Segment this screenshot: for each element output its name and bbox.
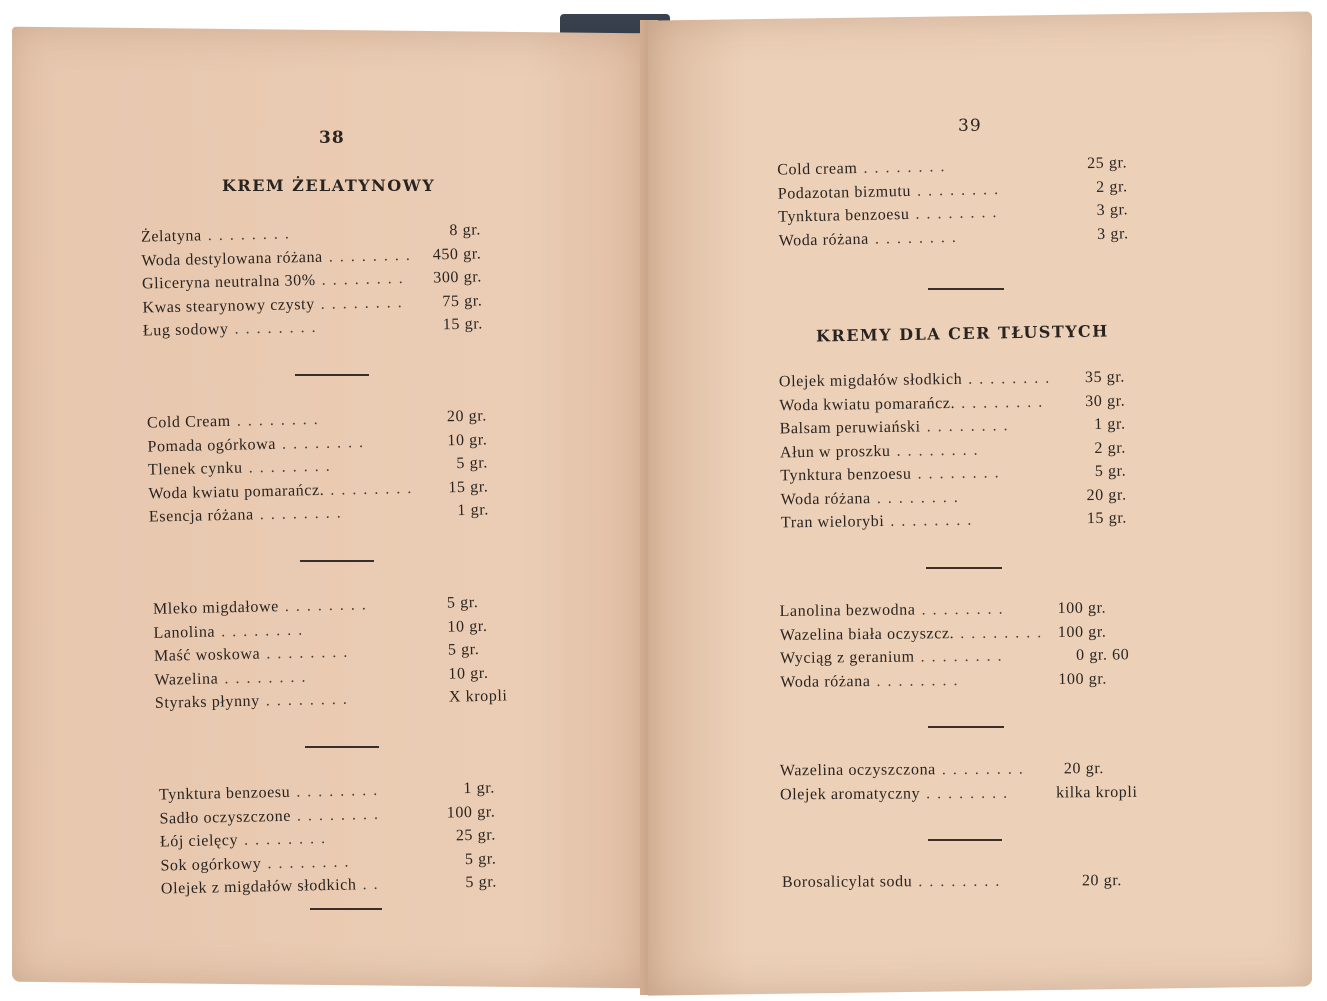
ingredient-row: Ałun w proszku ........ 2 gr. bbox=[779, 439, 1127, 461]
ingredient-row: Woda destylowana różana ........ 450 gr. bbox=[141, 244, 482, 270]
recipe-left-4 bbox=[159, 779, 497, 904]
page-number-right: 39 bbox=[958, 116, 982, 136]
ingredient-row: Lanolina bezwodna ........ 100 gr. bbox=[779, 599, 1107, 620]
ingredient-row: Lanolina ........ 10 gr. bbox=[153, 617, 488, 642]
separator-rule bbox=[310, 908, 382, 910]
page-number-left: 38 bbox=[319, 128, 345, 148]
ingredient-row: Wazelina ........ 10 gr. bbox=[154, 664, 489, 689]
separator-rule bbox=[928, 839, 1002, 841]
ingredient-row: Podazotan bizmutu ........ 2 gr. bbox=[777, 177, 1128, 203]
ingredient-row: Olejek z migdałów słodkich .. 5 gr. bbox=[160, 873, 498, 898]
separator-rule bbox=[928, 288, 1004, 290]
ingredient-row: Tlenek cynku ........ 5 gr. bbox=[147, 454, 489, 479]
ingredient-row: Pomada ogórkowa ........ 10 gr. bbox=[147, 430, 488, 456]
ingredient-row: Kwas stearynowy czysty ........ 75 gr. bbox=[142, 291, 483, 317]
ingredient-row: Esencja różana ........ 1 gr. bbox=[148, 501, 490, 526]
ingredient-row: Mleko migdałowe ........ 5 gr. bbox=[152, 594, 479, 618]
ingredient-row: Cold Cream ........ 20 gr. bbox=[146, 407, 488, 432]
separator-rule bbox=[300, 560, 374, 562]
ingredient-row: Tran wielorybi ........ 15 gr. bbox=[780, 509, 1128, 532]
ingredient-row: Łój cielęcy ........ 25 gr. bbox=[159, 826, 497, 851]
ingredient-row: Cold cream ........ 25 gr. bbox=[777, 154, 1128, 179]
recipe-left-1 bbox=[141, 221, 483, 346]
ingredient-row: Woda kwiatu pomarańcz. ........ 30 gr. bbox=[779, 392, 1126, 414]
ingredient-row: Żelatyna ........ 8 gr. bbox=[140, 221, 482, 246]
ingredient-row: Woda kwiatu pomarańcz. ........ 15 gr. bbox=[148, 477, 489, 503]
ingredient-row: Borosalicylat sodu ........ 20 gr. bbox=[781, 872, 1123, 891]
heading-right: KREMY DLA CER TŁUSTYCH bbox=[815, 321, 1109, 346]
ingredient-row: Woda różana ........ 20 gr. bbox=[780, 486, 1127, 508]
ingredient-row: Woda różana ........ 100 gr. bbox=[780, 670, 1108, 691]
ingredient-row: Tynktura benzoesu ........ 5 gr. bbox=[780, 462, 1127, 485]
ingredient-row: Ług sodowy ........ 15 gr. bbox=[142, 315, 484, 340]
ingredient-row: Styraks płynny ........ X kropli bbox=[154, 687, 508, 712]
separator-rule bbox=[305, 746, 379, 748]
separator-rule bbox=[295, 374, 369, 376]
ingredient-row: Wazelina oczyszczona ........ 20 gr. bbox=[779, 760, 1104, 780]
recipe-left-3 bbox=[153, 593, 521, 718]
recipe-right-1 bbox=[777, 154, 1129, 255]
recipe-right-4 bbox=[780, 760, 1160, 810]
recipe-right-5 bbox=[782, 872, 1122, 897]
ingredient-row: Wazelina biała oczyszcz. ........ 100 gr. bbox=[779, 623, 1107, 644]
ingredient-row: Wyciąg z geranium ........ 0 gr. 60 bbox=[780, 646, 1130, 667]
recipe-right-2 bbox=[779, 369, 1127, 538]
ingredient-row: Olejek migdałów słodkich ........ 35 gr. bbox=[778, 368, 1126, 391]
ingredient-row: Balsam peruwiański ........ 1 gr. bbox=[779, 415, 1126, 438]
ingredient-row: Tynktura benzoesu ........ 1 gr. bbox=[158, 779, 496, 804]
ingredient-row: Olejek aromatyczny ........ kilka kropli bbox=[780, 783, 1138, 803]
ingredient-row: Maść woskowa ........ 5 gr. bbox=[153, 641, 480, 665]
ingredient-row: Gliceryna neutralna 30% ........ 300 gr. bbox=[141, 268, 483, 293]
ingredient-row: Sadło oczyszczone ........ 100 gr. bbox=[159, 802, 496, 828]
ingredient-row: Woda różana ........ 3 gr. bbox=[778, 224, 1129, 250]
recipe-left-2 bbox=[147, 407, 489, 532]
ingredient-row: Tynktura benzoesu ........ 3 gr. bbox=[778, 201, 1129, 226]
ingredient-row: Sok ogórkowy ........ 5 gr. bbox=[160, 849, 497, 875]
separator-rule bbox=[926, 567, 1002, 569]
heading-left: KREM ŻELATYNOWY bbox=[222, 176, 436, 195]
separator-rule bbox=[928, 726, 1004, 728]
recipe-right-3 bbox=[780, 599, 1153, 697]
